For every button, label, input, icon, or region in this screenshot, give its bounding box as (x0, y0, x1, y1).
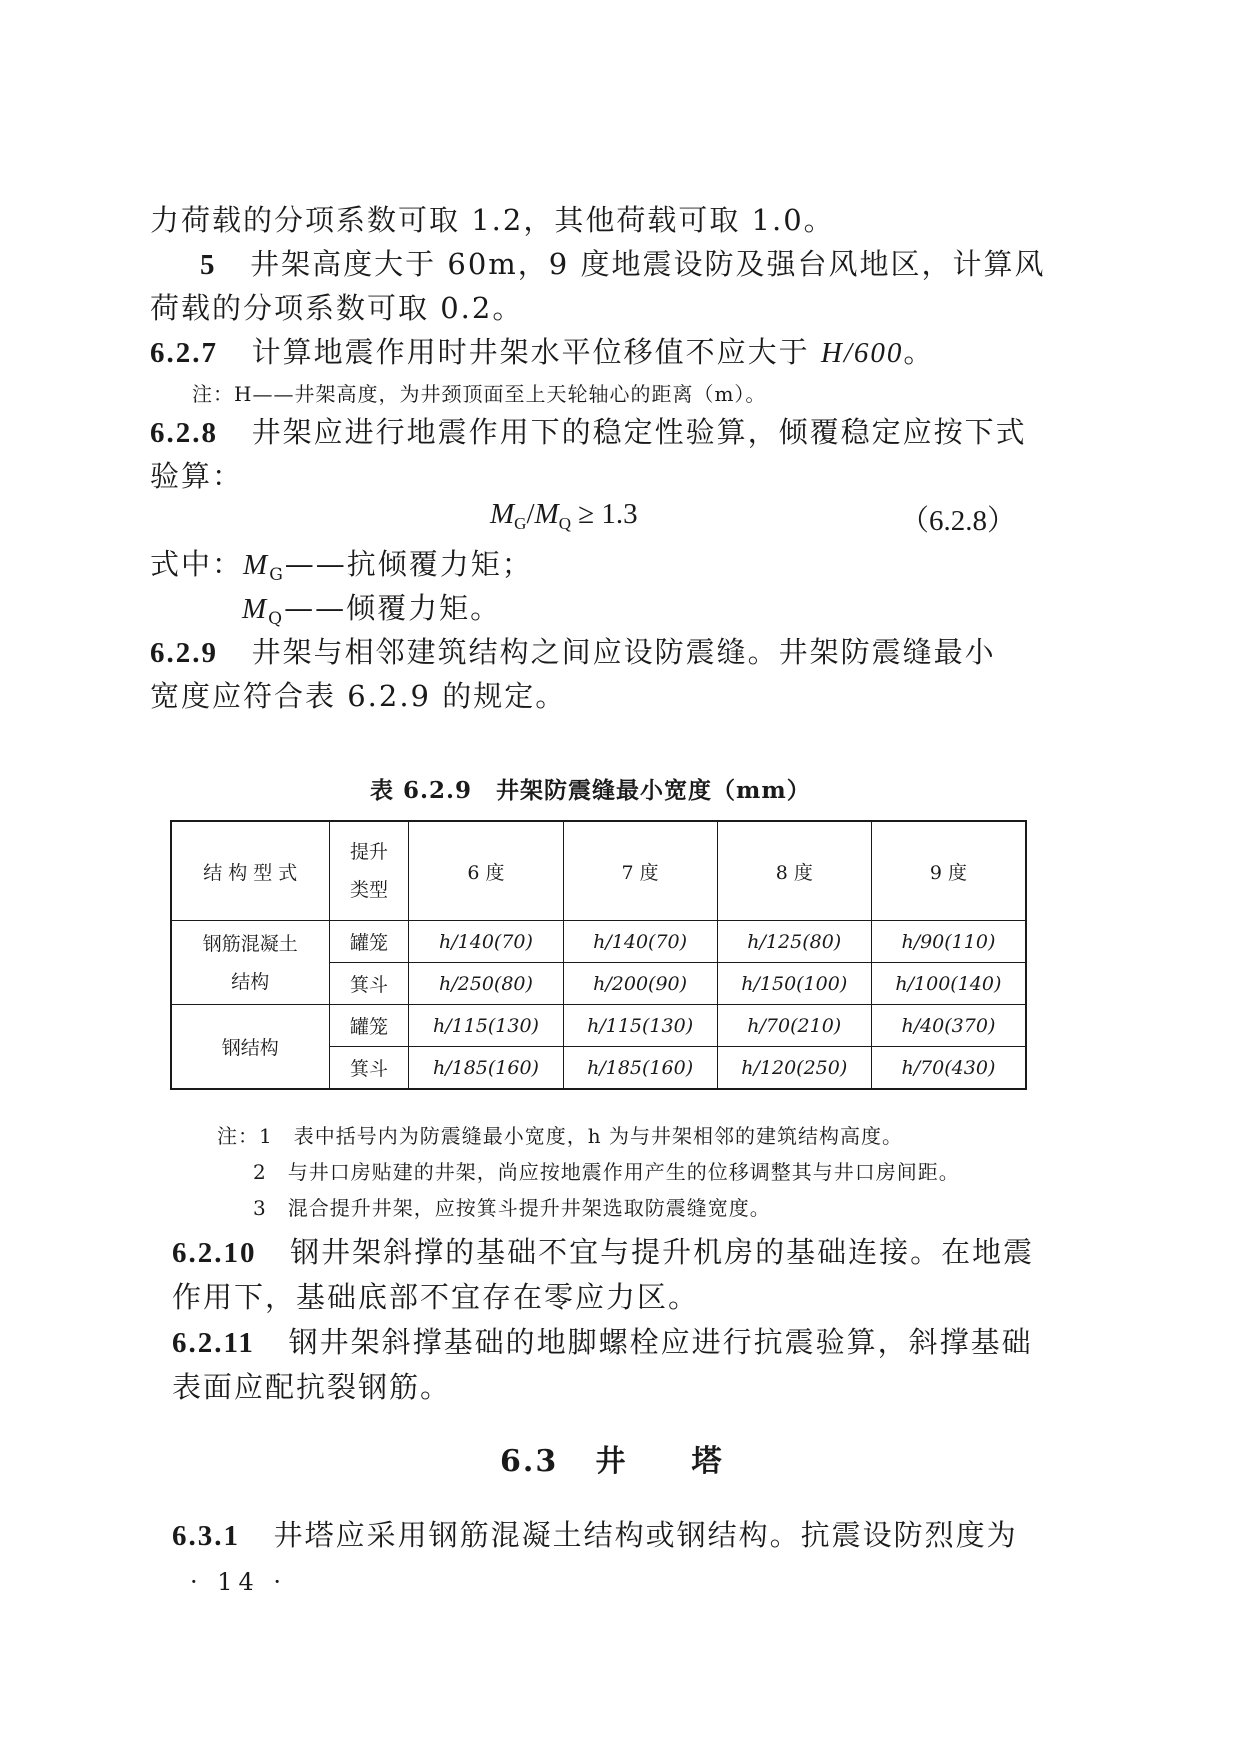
clause-6-2-10 (172, 1230, 1034, 1271)
clause-number: 6.2.11 (172, 1327, 255, 1359)
table-cell: h/200(90) (563, 963, 717, 1005)
stability-formula: $M_G/M_Q \ge 1.3$ (490, 498, 638, 533)
table-cell: h/120(250) (717, 1047, 871, 1090)
table-cell: h/125(80) (717, 921, 871, 963)
header-lift-type: 提升 类型 (329, 821, 409, 921)
clause-end: 。 (903, 335, 935, 369)
header-degree-9: 9 度 (871, 821, 1026, 921)
header-degree-7: 7 度 (563, 821, 717, 921)
clause-number: 6.2.7 (150, 337, 218, 369)
paragraph-line: 作用下，基础底部不宜存在零应力区。 (172, 1280, 700, 1314)
table-row (171, 1005, 1026, 1047)
section-title: 井 塔 (595, 1444, 724, 1479)
section-number: 6.3 (500, 1444, 559, 1479)
structure-concrete: 钢筋混凝土 结构 (171, 921, 329, 1005)
clause-number: 6.2.8 (150, 417, 218, 449)
paragraph-line: 宽度应符合表 6.2.9 的规定。 (150, 679, 567, 713)
table-cell: h/140(70) (409, 921, 563, 963)
equation-number: （6.2.8） (900, 505, 1017, 537)
table-note: 注：1 表中括号内为防震缝最小宽度，h 为与井架相邻的建筑结构高度。 (217, 1124, 903, 1148)
table-cell: h/150(100) (717, 963, 871, 1005)
where-mq: $M_Q——$倾覆力矩。 (242, 591, 502, 629)
clause-text: 钢井架斜撑基础的地脚螺栓应进行抗震验算，斜撑基础 (288, 1325, 1033, 1359)
clause-text: 钢井架斜撑的基础不宜与提升机房的基础连接。在地震 (290, 1235, 1035, 1269)
clause-6-2-8 (150, 410, 1027, 451)
table-note: 2 与井口房贴建的井架，尚应按地震作用产生的位移调整其与井口房间距。 (253, 1160, 960, 1184)
clause-text: 计算地震作用时井架水平位移值不应大于 (251, 335, 810, 369)
clause-text: 井塔应采用钢筋混凝土结构或钢结构。抗震设防烈度为 (273, 1518, 1018, 1552)
header-degree-6: 6 度 (409, 821, 563, 921)
lift-type: 罐笼 (329, 1005, 409, 1047)
structure-steel: 钢结构 (171, 1005, 329, 1090)
lift-type: 箕斗 (329, 963, 409, 1005)
clause-number: 6.2.10 (172, 1237, 257, 1269)
table-cell: h/185(160) (563, 1047, 717, 1090)
table-cell: h/250(80) (409, 963, 563, 1005)
table-cell: h/70(210) (717, 1005, 871, 1047)
lift-type: 罐笼 (329, 921, 409, 963)
item-number: 5 (200, 249, 217, 281)
table-cell: h/40(370) (871, 1005, 1026, 1047)
section-heading (500, 1436, 724, 1480)
table-note: 3 混合提升井架，应按箕斗提升井架选取防震缝宽度。 (253, 1196, 771, 1220)
table-header-row (171, 821, 1026, 921)
table-cell: h/115(130) (563, 1005, 717, 1047)
seismic-joint-table (170, 820, 1027, 1090)
table-cell: h/115(130) (409, 1005, 563, 1047)
table-row (171, 921, 1026, 963)
clause-6-2-11 (172, 1320, 1033, 1361)
table-cell: h/185(160) (409, 1047, 563, 1090)
table-cell: h/70(430) (871, 1047, 1026, 1090)
paragraph-line: 力荷载的分项系数可取 1.2，其他荷载可取 1.0。 (150, 203, 835, 237)
paragraph-line: 表面应配抗裂钢筋。 (172, 1370, 452, 1404)
where-mg: 式中：$M_G——$抗倾覆力矩； (150, 547, 533, 585)
clause-note: 注：H——井架高度，为井颈顶面至上天轮轴心的距离（m）。 (192, 382, 767, 406)
item-5-line (200, 242, 1045, 283)
table-cell: h/140(70) (563, 921, 717, 963)
table-cell: h/90(110) (871, 921, 1026, 963)
page-number: · 14 · (190, 1568, 288, 1596)
clause-6-2-9 (150, 630, 996, 671)
clause-text: 井架应进行地震作用下的稳定性验算，倾覆稳定应按下式 (251, 415, 1027, 449)
header-degree-8: 8 度 (717, 821, 871, 921)
displacement-limit: H/600 (820, 337, 904, 369)
clause-6-3-1 (172, 1513, 1018, 1554)
item-text: 井架高度大于 60m，9 度地震设防及强台风地区，计算风 (250, 247, 1046, 281)
clause-text: 井架与相邻建筑结构之间应设防震缝。井架防震缝最小 (251, 635, 996, 669)
clause-number: 6.3.1 (172, 1520, 240, 1552)
header-structure: 结 构 型 式 (171, 821, 329, 921)
clause-6-2-7 (150, 330, 934, 371)
clause-number: 6.2.9 (150, 637, 218, 669)
table-cell: h/100(140) (871, 963, 1026, 1005)
paragraph-line: 验算： (150, 459, 244, 493)
paragraph-line: 荷载的分项系数可取 0.2。 (150, 291, 524, 325)
lift-type: 箕斗 (329, 1047, 409, 1090)
table-caption: 表 6.2.9 井架防震缝最小宽度（mm） (370, 777, 811, 804)
